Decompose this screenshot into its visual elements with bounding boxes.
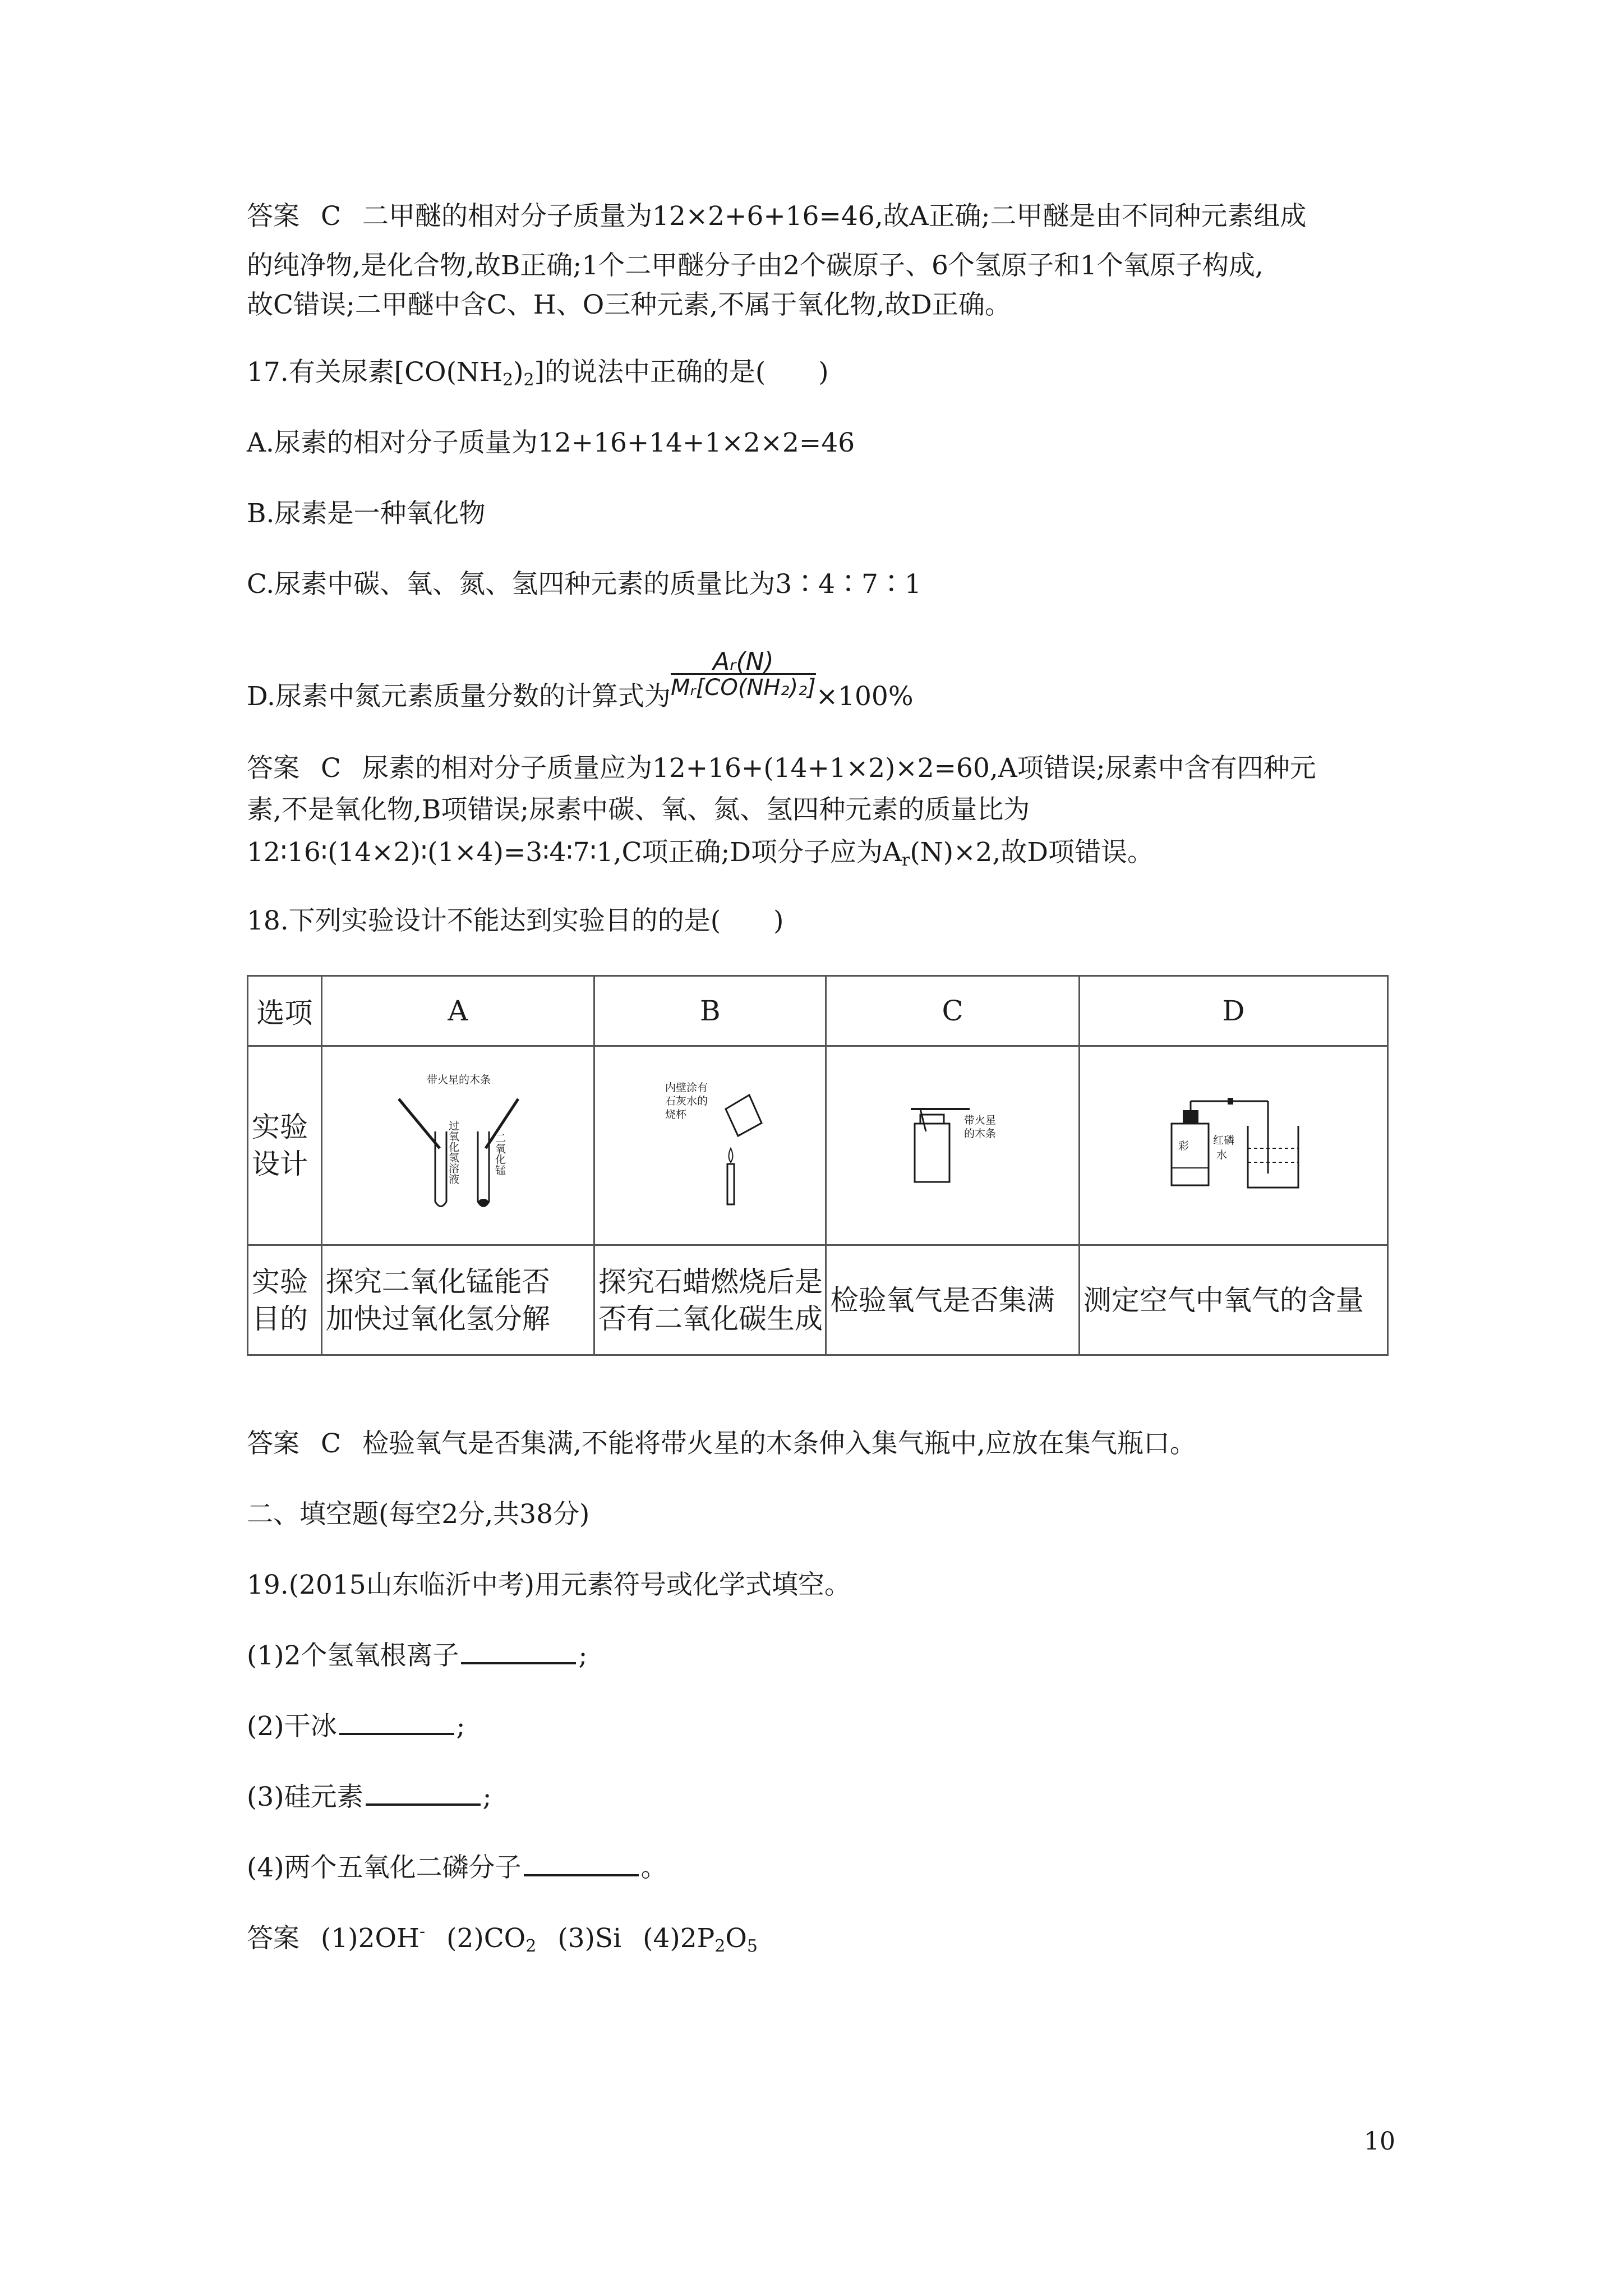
diagram-label: 内壁涂有 xyxy=(665,1082,708,1094)
page-number: 10 xyxy=(1364,2127,1395,2156)
row-label-line: 目的 xyxy=(252,1302,308,1335)
answer-text: 二甲醚的相对分子质量为12×2+6+16=46,故A正确;二甲醚是由不同种元素组成 xyxy=(362,201,1307,232)
q19-blank-1 xyxy=(247,1631,1396,1681)
punctuation: ; xyxy=(578,1640,588,1671)
diagram-label: 石灰水的 xyxy=(665,1095,708,1107)
q17-option-a: A.尿素的相对分子质量为12+16+14+1×2×2=46 xyxy=(247,427,855,458)
fraction-denominator: Mᵣ[CO(NH₂)₂] xyxy=(671,673,816,701)
stem-text: 17.有关尿素[CO(NH xyxy=(247,357,503,388)
subscript: r xyxy=(901,850,910,870)
answer-text: 检验氧气是否集满,不能将带火星的木条伸入集气瓶中,应放在集气瓶口。 xyxy=(362,1428,1196,1459)
row-label-line: 实验 xyxy=(252,1111,308,1143)
table-row-header xyxy=(248,976,1388,1046)
beaker xyxy=(1248,1126,1298,1188)
candle xyxy=(727,1164,734,1204)
diagram-label: 水 xyxy=(1216,1149,1228,1161)
purpose-a xyxy=(321,1245,594,1355)
table-row-design xyxy=(248,1046,1388,1245)
answer-letter: C xyxy=(321,753,341,784)
q19-blank-3 xyxy=(247,1773,1396,1822)
blank-prompt: (1)2个氢氧根离子 xyxy=(247,1640,459,1671)
table-row-purpose xyxy=(248,1245,1388,1355)
stem-text: ) xyxy=(513,357,524,388)
gas-bottle-diagram xyxy=(880,1070,1026,1221)
superscript: - xyxy=(419,1922,426,1941)
stem-text: ]的说法中正确的是( ) xyxy=(534,357,829,388)
mno2-powder xyxy=(478,1199,488,1205)
diagram-label: 彩 xyxy=(1178,1140,1189,1152)
answer-text: (4)2P xyxy=(643,1923,715,1954)
fraction-numerator: Aᵣ(N) xyxy=(712,647,774,676)
design-b xyxy=(594,1046,826,1245)
answer-2 xyxy=(446,1923,536,1954)
flame xyxy=(729,1148,733,1162)
answer-blank xyxy=(366,1783,481,1806)
purpose-b xyxy=(594,1245,826,1355)
answer-text: (2)CO xyxy=(446,1923,526,1954)
purpose-line: 探究二氧化锰能否 xyxy=(325,1265,550,1298)
inverted-beaker xyxy=(726,1095,762,1136)
header-a: A xyxy=(321,976,594,1046)
blank-prompt: (2)干冰 xyxy=(247,1711,337,1742)
q19-blank-2 xyxy=(247,1702,1396,1751)
answer-3: (3)Si xyxy=(557,1923,622,1954)
answer-4 xyxy=(643,1923,758,1954)
stopper xyxy=(1183,1110,1198,1124)
q18-answer xyxy=(247,1419,1396,1469)
design-d xyxy=(1079,1046,1387,1245)
answer-1 xyxy=(321,1923,425,1954)
answer-text: (1)2OH xyxy=(321,1923,419,1954)
row-label-design xyxy=(248,1046,322,1245)
design-a xyxy=(321,1046,594,1245)
experiment-table xyxy=(247,975,1389,1356)
clamp xyxy=(1228,1098,1233,1105)
subscript: 2 xyxy=(714,1936,726,1956)
punctuation: 。 xyxy=(640,1852,667,1883)
design-c xyxy=(826,1046,1079,1245)
answer-blank xyxy=(524,1854,639,1876)
test-tube-right xyxy=(478,1131,489,1207)
punctuation: ; xyxy=(482,1782,492,1812)
diagram-label: 烧杯 xyxy=(665,1108,687,1121)
answer-text: 尿素的相对分子质量应为12+16+(14+1×2)×2=60,A项错误;尿素中含有四种元 xyxy=(362,753,1316,784)
candle-beaker-diagram xyxy=(637,1070,783,1221)
purpose-c: 检验氧气是否集满 xyxy=(826,1245,1079,1355)
diagram-label: 带火星 xyxy=(963,1114,996,1126)
purpose-line: 否有二氧化碳生成 xyxy=(598,1302,823,1335)
answer-text: (N)×2,故D项错误。 xyxy=(910,837,1154,868)
answer-letter: C xyxy=(321,1428,341,1459)
test-tube-left xyxy=(435,1131,446,1207)
q16-answer-line1 xyxy=(247,192,1396,241)
splint-left xyxy=(399,1099,440,1148)
option-text: D.尿素中氮元素质量分数的计算式为 xyxy=(247,681,671,712)
test-tubes-diagram xyxy=(374,1070,542,1221)
fraction xyxy=(670,647,816,721)
blank-prompt: (3)硅元素 xyxy=(247,1782,363,1812)
subscript: 2 xyxy=(523,370,534,390)
answer-label: 答案 xyxy=(247,753,299,784)
diagram-label: 过氧化氢溶液 xyxy=(447,1120,460,1184)
blank-prompt: (4)两个五氧化二磷分子 xyxy=(247,1852,522,1883)
q17-option-b: B.尿素是一种氧化物 xyxy=(247,498,486,529)
q17-option-d xyxy=(247,647,1396,721)
q19-answer xyxy=(247,1914,1396,1963)
purpose-line: 加快过氧化氢分解 xyxy=(325,1302,550,1335)
header-b: B xyxy=(594,976,826,1046)
oxygen-measurement-diagram xyxy=(1138,1070,1329,1221)
row-label-line: 设计 xyxy=(252,1148,308,1180)
subscript: 5 xyxy=(746,1936,758,1956)
q17-stem xyxy=(247,348,1396,397)
answer-label: 答案 xyxy=(247,1923,299,1954)
purpose-line: 探究石蜡燃烧后是 xyxy=(598,1265,823,1298)
answer-label: 答案 xyxy=(247,201,299,232)
answer-label: 答案 xyxy=(247,1428,299,1459)
q16-answer-line2: 的纯净物,是化合物,故B正确;1个二甲醚分子由2个碳原子、6个氢原子和1个氧原子构成, xyxy=(247,250,1264,281)
diagram-label: 带火星的木条 xyxy=(427,1074,491,1086)
diagram-label: 二氧化锰 xyxy=(494,1133,506,1175)
section-heading: 二、填空题(每空2分,共38分) xyxy=(247,1499,590,1530)
answer-text: O xyxy=(725,1923,747,1954)
q18-stem: 18.下列实验设计不能达到实验目的的是( ) xyxy=(247,905,784,936)
subscript: 2 xyxy=(525,1936,537,1956)
answer-letter: C xyxy=(321,201,341,232)
q19-stem: 19.(2015山东临沂中考)用元素符号或化学式填空。 xyxy=(247,1570,851,1600)
q19-blank-4 xyxy=(247,1843,1396,1893)
answer-blank xyxy=(339,1713,454,1735)
q17-answer-line2: 素,不是氧化物,B项错误;尿素中碳、氧、氮、氢四种元素的质量比为 xyxy=(247,794,1030,825)
purpose-d: 测定空气中氧气的含量 xyxy=(1079,1245,1387,1355)
answer-blank xyxy=(461,1642,576,1664)
subscript: 2 xyxy=(502,370,514,390)
punctuation: ; xyxy=(456,1711,465,1742)
row-label-line: 实验 xyxy=(252,1265,308,1298)
row-label-purpose xyxy=(248,1245,322,1355)
q17-option-c: C.尿素中碳、氧、氮、氢四种元素的质量比为3∶4∶7∶1 xyxy=(247,569,921,600)
gas-bottle xyxy=(915,1124,949,1182)
diagram-label: 的木条 xyxy=(963,1128,996,1140)
option-text: ×100% xyxy=(815,681,914,712)
q16-answer-line3: 故C错误;二甲醚中含C、H、O三种元素,不属于氧化物,故D正确。 xyxy=(247,289,1011,320)
q17-answer-line3 xyxy=(247,828,1396,877)
diagram-label: 红磷 xyxy=(1213,1134,1235,1147)
flask xyxy=(1172,1124,1209,1185)
answer-text: 12∶16∶(14×2)∶(1×4)=3∶4∶7∶1,C项正确;D项分子应为A xyxy=(247,837,902,868)
header-c: C xyxy=(826,976,1079,1046)
header-option: 选项 xyxy=(248,976,322,1046)
header-d: D xyxy=(1079,976,1387,1046)
